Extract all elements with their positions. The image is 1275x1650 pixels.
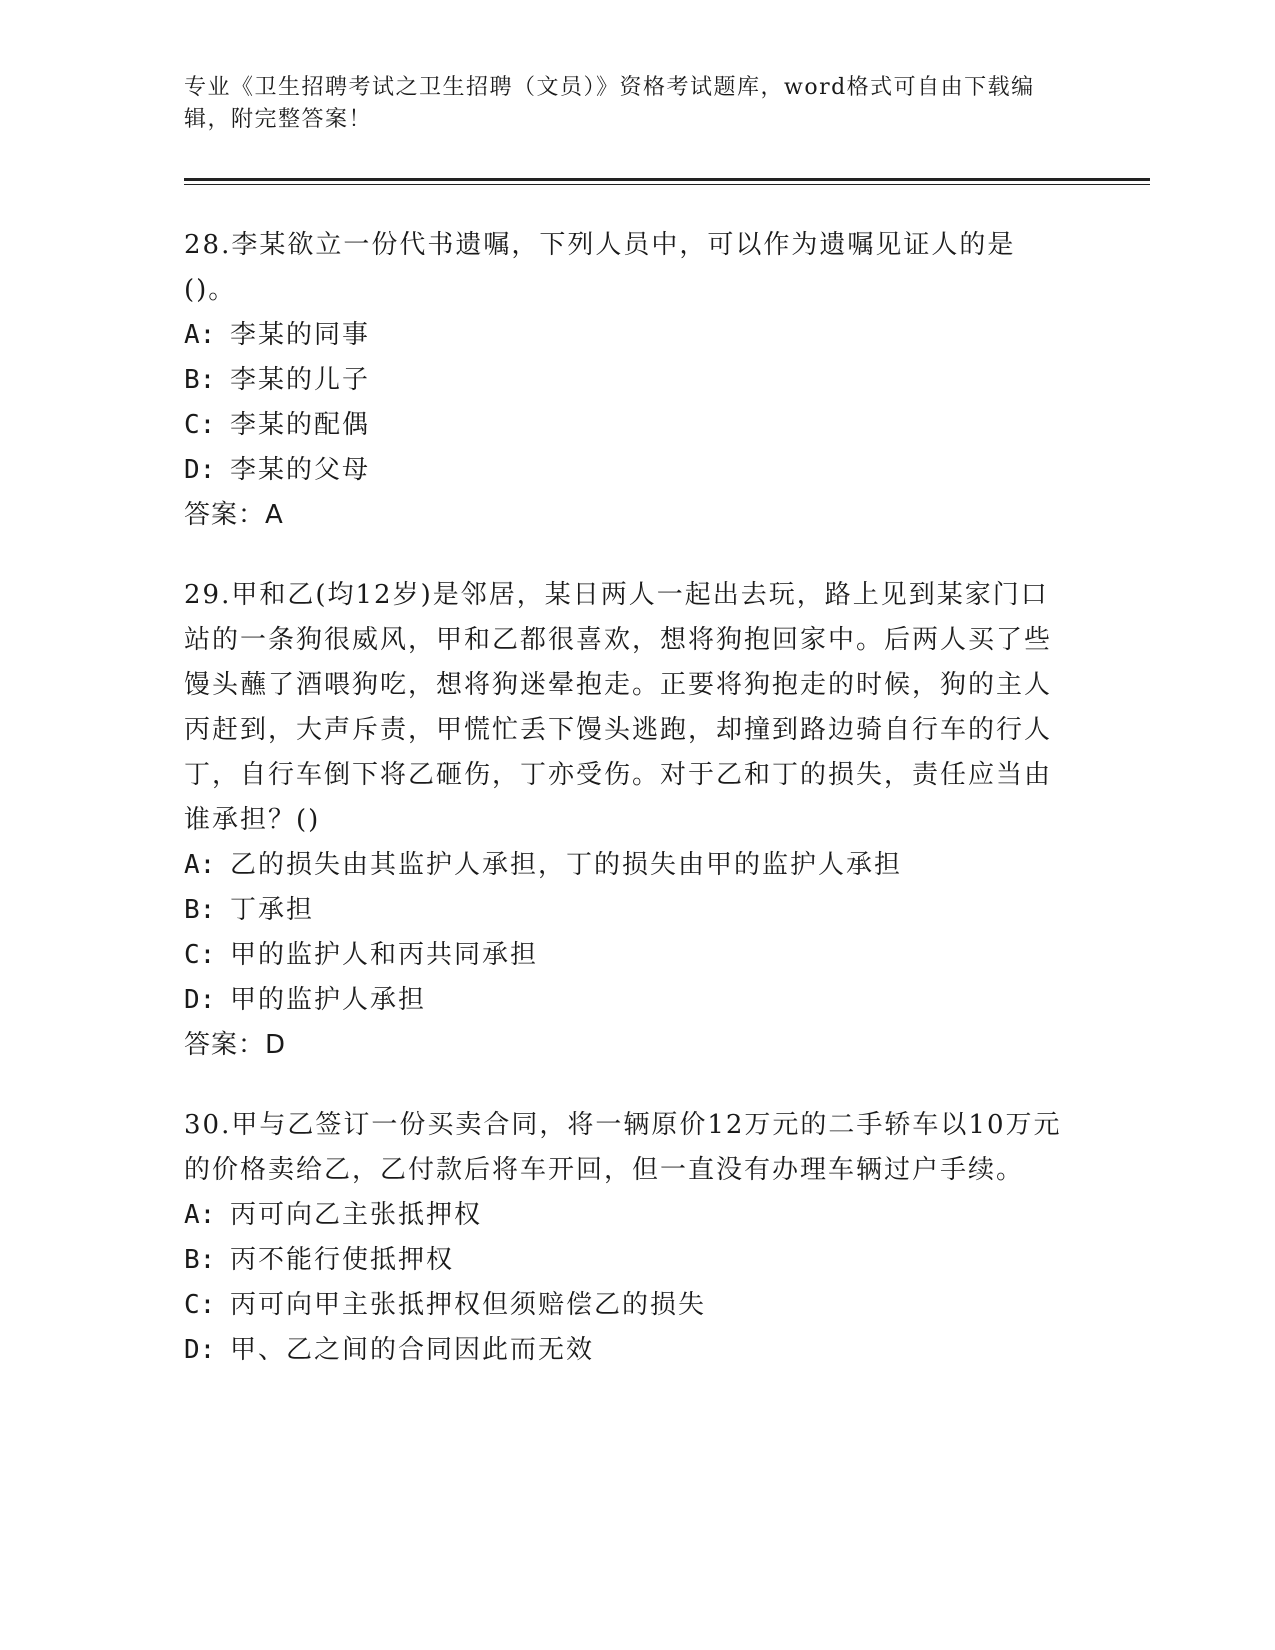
question-28	[184, 223, 1064, 538]
answer-label: 答案：D	[184, 1030, 287, 1060]
option-text: 丙不能行使抵押权	[230, 1245, 455, 1275]
option-key: B:	[184, 895, 216, 925]
option-list	[184, 843, 1064, 1023]
option-key: A:	[184, 850, 216, 880]
option-d	[184, 978, 1064, 1023]
option-key: C:	[184, 940, 216, 970]
answer-label: 答案：A	[184, 500, 284, 530]
document-intro: 专业《卫生招聘考试之卫生招聘（文员）》资格考试题库，word格式可自由下载编辑，附完整答案！	[184, 75, 1035, 132]
option-key: B:	[184, 1245, 216, 1275]
option-d	[184, 448, 1064, 493]
question-29	[184, 573, 1064, 1068]
option-text: 丙可向甲主张抵押权但须赔偿乙的损失	[230, 1290, 707, 1320]
option-text: 李某的儿子	[230, 365, 371, 395]
option-c	[184, 403, 1064, 448]
option-list	[184, 313, 1064, 493]
option-key: D:	[184, 455, 216, 485]
option-b	[184, 358, 1064, 403]
option-text: 李某的配偶	[230, 410, 371, 440]
option-b	[184, 888, 1064, 933]
header-divider-thin	[184, 184, 1150, 185]
option-text: 甲的监护人承担	[230, 985, 427, 1015]
option-text: 丙可向乙主张抵押权	[230, 1200, 483, 1230]
option-d	[184, 1328, 1064, 1373]
option-c	[184, 933, 1064, 978]
question-30	[184, 1103, 1064, 1373]
option-key: A:	[184, 1200, 216, 1230]
option-text: 甲、乙之间的合同因此而无效	[230, 1335, 595, 1365]
option-key: C:	[184, 410, 216, 440]
option-b	[184, 1238, 1064, 1283]
option-c	[184, 1283, 1064, 1328]
option-key: C:	[184, 1290, 216, 1320]
option-a	[184, 313, 1064, 358]
option-a	[184, 843, 1064, 888]
option-key: A:	[184, 320, 216, 350]
question-stem: 28.李某欲立一份代书遗嘱，下列人员中，可以作为遗嘱见证人的是()。	[184, 230, 1016, 305]
option-key: D:	[184, 985, 216, 1015]
header-divider-thick	[184, 178, 1150, 181]
option-key: B:	[184, 365, 216, 395]
option-text: 丁承担	[230, 895, 315, 925]
option-key: D:	[184, 1335, 216, 1365]
option-a	[184, 1193, 1064, 1238]
option-text: 乙的损失由其监护人承担，丁的损失由甲的监护人承担	[230, 850, 903, 880]
option-text: 李某的父母	[230, 455, 371, 485]
option-text: 甲的监护人和丙共同承担	[230, 940, 539, 970]
option-list	[184, 1193, 1064, 1373]
question-stem: 30.甲与乙签订一份买卖合同，将一辆原价12万元的二手轿车以10万元的价格卖给乙，乙付款后将车开回，但一直没有办理车辆过户手续。	[184, 1110, 1062, 1185]
question-stem: 29.甲和乙(均12岁)是邻居，某日两人一起出去玩，路上见到某家门口站的一条狗很威风，甲和乙都很喜欢，想将狗抱回家中。后两人买了些馒头蘸了酒喂狗吃，想将狗迷晕抱走。正要将狗抱走的时候，狗的主人丙赶到，大声斥责，甲慌忙丢下馒头逃跑，却撞到路边骑自行车的行人丁，自行车倒下将乙砸伤，丁亦受伤。对于乙和丁的损失，责任应当由谁承担？()	[184, 580, 1053, 835]
option-text: 李某的同事	[230, 320, 371, 350]
